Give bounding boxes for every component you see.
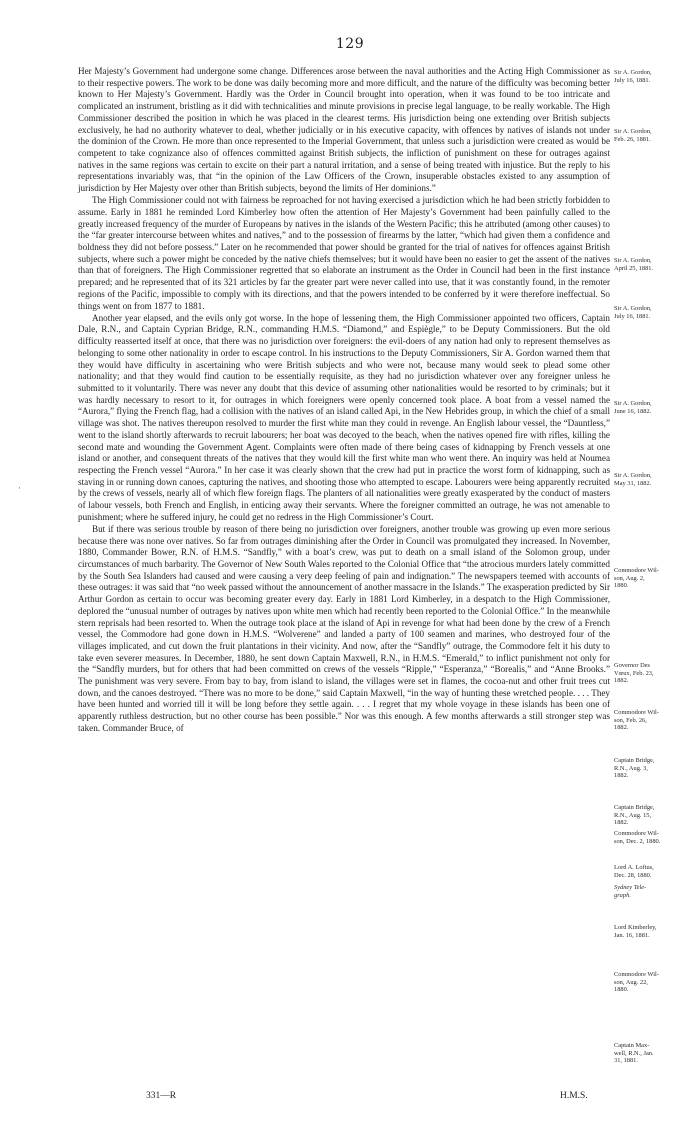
side-note: Lord Kimberley, Jan. 16, 1881. — [614, 924, 657, 939]
paragraph: The High Commissioner could not with fairness be reproached for not having exercised a jurisdiction which he had been strictly forbidden to assume. Early in 1881 he reminded Lord Kimberley how often the attention of Her Majesty’s Government had been painfully called to the greatly increased frequency of the murder of Europeans by natives in the islands of the Western Pacific; this he attributed (among other causes) to the “far greater intercourse between whites and natives,” and to the possession of firearms by the latter, “which had given them a confidence and boldness they did not before possess.” Later on he recommended that power should be granted for the trial of natives for offences against British subjects, where such a power might be conceded by the native chiefs themselves; but it would have been no easier to get the assent of the natives than that of foreigners. The High Commissioner regretted that so elaborate an instrument as the Order in Council had been in the first instance prepared; and he represented that of its 321 articles by far the greater part were never called into use, that it was constantly found, in the remoter regions of the Pacific, impossible to comply with its directions, and that the powers intended to be conferred by it were therefore ineffectual. So things went on from 1877 to 1881. — [78, 195, 610, 311]
printer-signature: 331—R — [146, 1091, 177, 1101]
side-note: Sir A. Gordon, July 16, 1881. — [614, 305, 652, 320]
catchword: H.M.S. — [560, 1091, 588, 1101]
side-note: Sir A. Gordon, May 31, 1882. — [614, 472, 652, 487]
side-note: Sydney Tele- graph. — [614, 884, 647, 899]
side-note: Captain Max- well, R.N., Jan. 31, 1881. — [614, 1042, 654, 1065]
side-note: Captain Bridge, R.N., Aug. 15, 1882. — [614, 804, 655, 827]
side-note: Lord A. Loftus, Dec. 28, 1880. — [614, 864, 654, 879]
side-note: Captain Bridge, R.N., Aug. 3, 1882. — [614, 757, 655, 780]
side-note: Sir A. Gordon, April 25, 1881. — [614, 257, 654, 272]
side-note: Sir A. Gordon, Feb. 26, 1881. — [614, 128, 652, 143]
side-note: Sir A. Gordon, June 16, 1882. — [614, 400, 652, 415]
paragraph: But if there was serious trouble by reason of there being no jurisdiction over foreigners, another trouble was growing up even more serious because there was none over natives. So far from outrages diminishing after the Order in Council was promulgated they increased. In November, 1880, Commander Bower, R.N. of H.M.S. “Sandfly,” with a boat’s crew, was put to death on a small island of the Solomon group, under circumstances of much barbarity. The Governor of New South Wales reported to the Colonial Office that “the atrocious murders lately committed by the South Sea Islanders had caused and were causing a very deep feeling of pain and indignation.” The newspapers teemed with accounts of these outrages: it was said that “no week passed without the announcement of another massacre in the Islands.” The exasperation predicted by Sir Arthur Gordon as certain to occur was becoming greater every day. Early in 1881 Lord Kimberley, in a despatch to the High Commissioner, deplored the “unusual number of outrages by natives upon white men which had recently been reported to the Colonial Office.” In the meanwhile stern reprisals had been resorted to. When the outrage took place at the island of Api in revenge for what had been done by the crew of a French vessel, the Commodore had gone down in H.M.S. “Wolverene” and landed a party of 100 seamen and marines, who destroyed four of the villages implicated, and cut down the fruit plantations in their vicinity. And now, after the “Sandfly” outrage, the Commodore felt it his duty to take even severer measures. In December, 1880, he sent down Captain Maxwell, R.N., in H.M.S. “Emerald,” to inflict punishment not only for the “Sandfly murders, but for others that had been committed on crews of the vessels “Ripple,” “Esperanza,” “Borealis,” and “Anne Brooks.” The punishment was very severe. From bay to bay, from island to island, the villages were set in flames, the cocoa-nut and other fruit trees cut down, and the canoes destroyed. “There was no more to be done,” said Captain Maxwell, “in the way of hunting these wretched people. . . . They have been hunted and worried till it will be long before they settle again. . . . I regret that my whole voyage in these islands has been one of apparently ruthless destruction, but no other course has been possible.” Nor was this enough. A few months afterwards a still stronger step was taken. Commander Bruce, of — [78, 523, 610, 733]
side-note: Commodore Wil- son, Feb. 26, 1882. — [614, 709, 659, 732]
side-note: Governor Des Vœux, Feb. 23, 1882. — [614, 662, 654, 685]
margin-mark: · — [18, 484, 21, 494]
side-note: Commodore Wil- son, Dec. 2, 1880. — [614, 830, 661, 845]
side-note: Sir A. Gordon, July 16, 1881. — [614, 69, 652, 84]
main-text — [78, 66, 610, 735]
side-note: Commodore Wil- son, Aug. 22, 1880. — [614, 971, 659, 994]
page-number: 129 — [335, 36, 365, 52]
side-note: Commodore Wil- son, Aug. 2, 1880. — [614, 567, 659, 590]
paragraph: Another year elapsed, and the evils only got worse. In the hope of lessening them, the High Commissioner appointed two officers, Captain Dale, R.N., and Captain Cyprian Bridge, R.N., commanding H.M.S. “Diamond,” and Espiègle,” to be Deputy Commissioners. But the old difficulty reasserted itself at once, that there was no jurisdiction over foreigners: the evil-doers of any nation had only to represent themselves as belonging to some other nationality in order to escape control. In his instructions to the Deputy Commissioners, Sir A. Gordon warned them that they would have difficulty in ascertaining who were British subjects and who were not, because many would seek to plead some other nationality; and that they would find caution to be essentially requisite, as they had no jurisdiction whatever over any foreigner unless he submitted to it voluntarily. There was never any doubt that this device of assuming other nationalities would be resorted to by criminals; but it was hardly necessary to resort to it, for outrages in which foreigners were openly concerned took place. A boat from a vessel named the “Aurora,” flying the French flag, had a collision with the natives of an island called Api, in the New Hebrides group, in which the chief of a small village was shot. The natives thereupon resolved to murder the first white man they could in revenge. An English labour vessel, the “Dauntless,” went to the island shortly afterwards to recruit labourers; her boat was decoyed to the beach, when the natives opened fire with rifles, killing the second mate and wounding the Government Agent. Complaints were often made of there being cases of kidnapping by French vessels at one island or another, and consequent threats of the natives that they would kill the first white man who went there. An inquiry was held at Noumea respecting the French vessel “Aurora.” In her case it was clearly shown that the crew had put in practice the worst form of kidnapping, such as staving in or running down canoes, capturing the natives, and shooting those who attempted to escape. Labourers were being apparently recruited by the crews of vessels, nearly all of which flew foreign flags. The planters of all nationalities were greatly exasperated by the conduct of masters of labour vessels, both French and English, in enticing away their servants. Where the foreigner committed an outrage, he was not amenable to punishment; where he suffered injury, he could get no redress in the High Commissioner’s Court. — [78, 312, 610, 522]
paragraph: Her Majesty’s Government had undergone some change. Differences arose between the naval authorities and the Acting High Commissioner as to their respective powers. The work to be done was daily becoming more and more difficult, and the nature of the difficulty was becoming better known to Her Majesty’s Government. Hardly was the Order in Council brought into operation, when it was found to be too intricate and complicated an instrument, bristling as it did with technicalities and minute provisions in precise legal language, to be really workable. The High Commissioner described the position in which he was placed in the clearest terms. His jurisdiction being one extending over British subjects exclusively, he had no authority whatever to deal, whether judicially or in his executive capacity, with offences by natives of islands not under the dominion of the Crown. He more than once represented to the Imperial Government, that unless such a jurisdiction were created as would be competent to take cognizance also of offences committed against British subjects, the infliction of punishment on these for outrages against natives in the same regions was certain to excite on their part a natural irritation, and a sense of being treated with injustice. But the reply to his representations invariably was, that “in the opinion of the Law Officers of the Crown, insuperable obstacles existed to any assumption of jurisdiction by Her Majesty over other than British subjects, beyond the limits of Her dominions.” — [78, 66, 610, 194]
